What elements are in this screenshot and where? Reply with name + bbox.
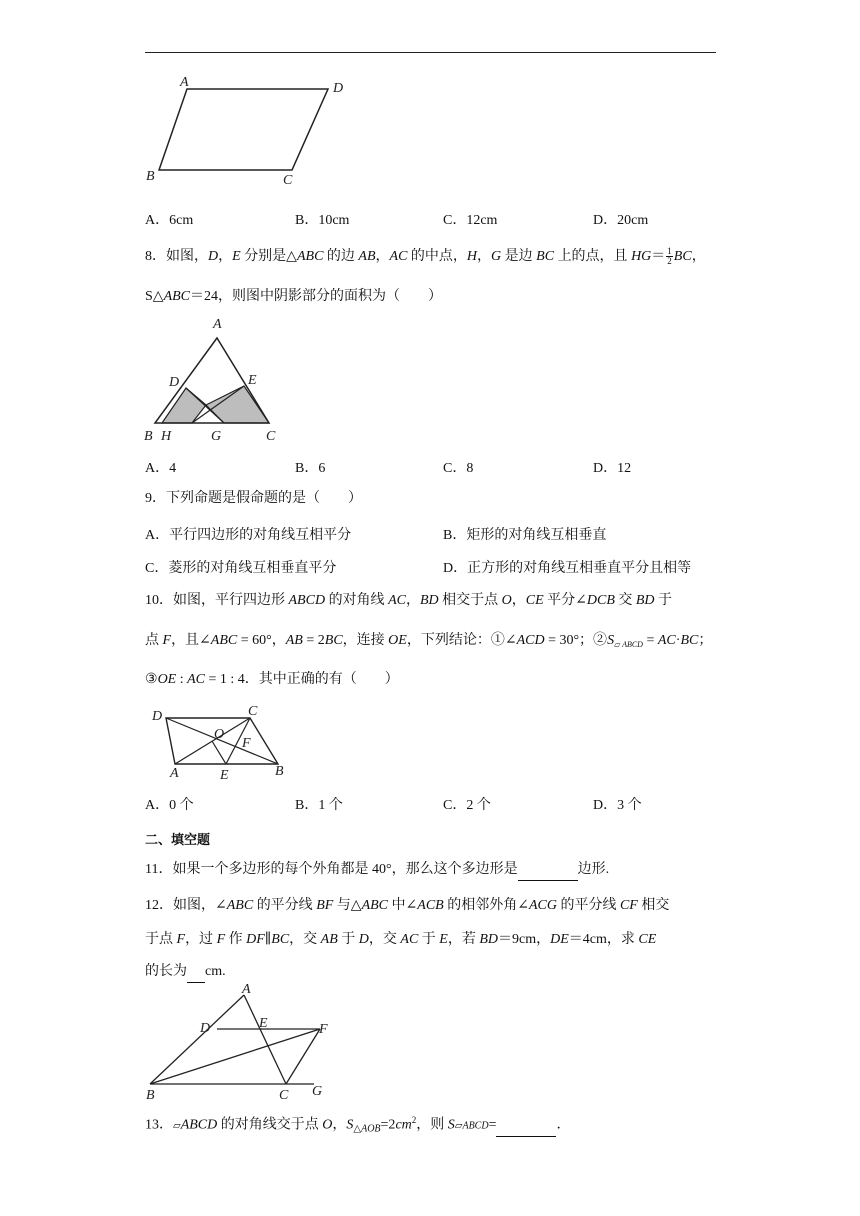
q7-label-d: D	[333, 81, 344, 96]
q7-option-a[interactable]: A．6cm	[145, 213, 194, 228]
q10-stem-line2: 点 F，且∠ABC = 60°，AB = 2BC，连接 OE，下列结论：①∠ACD = 30°；$②S_{▱ ABCD} = AC\cdot BC$；	[145, 633, 713, 649]
q13-answer-blank[interactable]	[496, 1116, 556, 1137]
q11-answer-blank[interactable]	[518, 860, 578, 881]
q8-option-c[interactable]: C．8	[443, 461, 474, 476]
q8-triangle-figure	[140, 315, 300, 445]
q8-option-a[interactable]: A．4	[145, 461, 177, 476]
q8-label-b: B	[144, 429, 153, 444]
q7-parallelogram-figure	[140, 72, 360, 192]
q10-label-a: A	[170, 766, 179, 781]
q8-label-a: A	[213, 317, 222, 332]
q8-option-b[interactable]: B．6	[295, 461, 326, 476]
q12-label-a: A	[242, 982, 251, 997]
section-fill-in-blank-heading: 二、填空题	[145, 832, 211, 847]
q8-label-e: E	[248, 373, 257, 388]
q10-option-a[interactable]: A．0 个	[145, 798, 194, 813]
q8-label-d: D	[169, 375, 180, 390]
q12-label-b: B	[146, 1088, 155, 1103]
q12-stem-line2: 于点 F，过 F 作 DF∥BC，交 AB 于 D，交 AC 于 E，若 BD＝9cm，DE＝4cm，求 CE	[145, 932, 657, 947]
q8-option-d[interactable]: D．12	[593, 461, 632, 476]
q9-option-b[interactable]: B．矩形的对角线互相垂直	[443, 528, 607, 543]
q7-option-b[interactable]: B．10cm	[295, 213, 350, 228]
q9-stem: 9．下列命题是假命题的是（ ）	[145, 491, 362, 506]
q8-label-h: H	[161, 429, 172, 444]
q10-label-f: F	[242, 736, 251, 751]
q10-label-d: D	[152, 709, 163, 724]
q10-option-c[interactable]: C．2 个	[443, 798, 491, 813]
q12-answer-blank[interactable]	[187, 962, 205, 983]
q7-option-d[interactable]: D．20cm	[593, 213, 649, 228]
q10-option-d[interactable]: D．3 个	[593, 798, 642, 813]
q9-option-a[interactable]: A．平行四边形的对角线互相平分	[145, 528, 352, 543]
q13-stem: 13．▱ABCD 的对角线交于点 O，$S_{\triangle AOB}=2cm^2$，则 S▱ABCD= ．	[145, 1115, 571, 1135]
q9-option-c[interactable]: C．菱形的对角线互相垂直平分	[145, 561, 337, 576]
q12-label-c: C	[279, 1088, 289, 1103]
q11-stem: 11．如果一个多边形的每个外角都是 40°，那么这个多边形是 边形.	[145, 860, 609, 881]
q12-triangle-figure	[140, 982, 340, 1103]
q12-label-f: F	[319, 1022, 328, 1037]
q10-label-c: C	[248, 704, 258, 719]
q10-label-e: E	[220, 768, 229, 783]
q8-stem-line1: 8．如图，D，E 分别是△ABC 的边 AB，AC 的中点，H，G 是边 BC 上的点，且 HG＝ $\frac{1}{2}$ BC，	[145, 246, 706, 267]
q10-option-b[interactable]: B．1 个	[295, 798, 343, 813]
q12-stem-line3: 的长为 cm.	[145, 962, 226, 983]
q10-stem-line1: 10．如图，平行四边形 ABCD 的对角线 AC，BD 相交于点 O，CE 平分∠DCB 交 BD 于	[145, 593, 673, 608]
q8-stem-line2: S△ABC＝24，则图中阴影部分的面积为（ ）	[145, 289, 443, 304]
q12-stem-line1: 12．如图，∠ABC 的平分线 BF 与△ABC 中∠ACB 的相邻外角∠ACG 的平分线 CF 相交	[145, 898, 670, 913]
q9-option-d[interactable]: D．正方形的对角线互相垂直平分且相等	[443, 561, 692, 576]
q7-option-c[interactable]: C．12cm	[443, 213, 498, 228]
q8-fraction: $\frac{1}{2}$	[667, 246, 672, 267]
q12-label-e: E	[259, 1016, 268, 1031]
q8-label-c: C	[266, 429, 276, 444]
q10-label-o: O	[214, 727, 225, 742]
q7-label-b: B	[146, 169, 155, 184]
q7-label-c: C	[283, 173, 293, 188]
q10-label-b: B	[275, 764, 284, 779]
header-rule	[145, 52, 716, 53]
q12-label-g: G	[312, 1084, 323, 1099]
q10-stem-line3: ③OE : AC = 1 : 4．其中正确的有（ ）	[145, 672, 399, 687]
q8-label-g: G	[211, 429, 222, 444]
q10-parallelogram-figure	[140, 700, 300, 785]
q12-label-d: D	[200, 1021, 211, 1036]
q7-label-a: A	[180, 75, 189, 90]
